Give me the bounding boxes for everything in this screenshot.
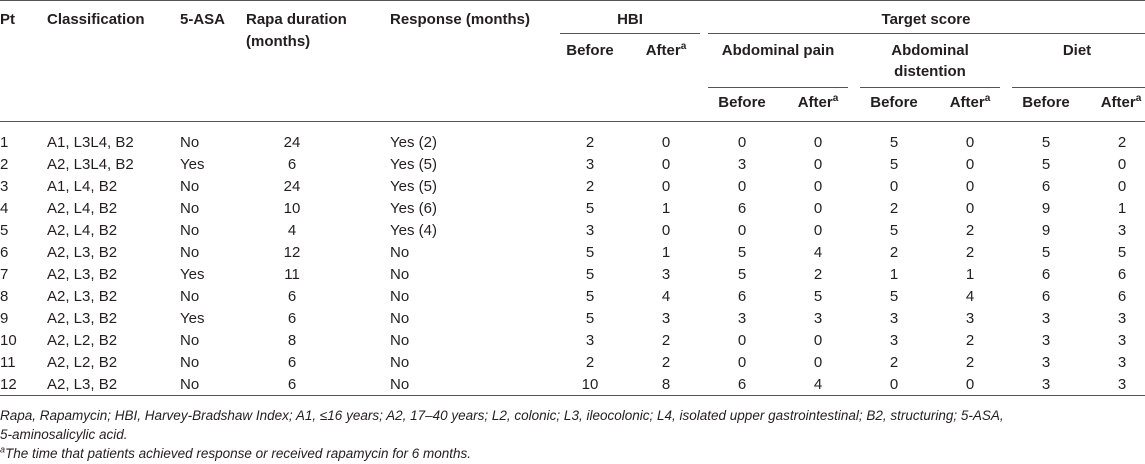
cell-distention-after: 4 [965,288,975,305]
cell-response: Yes (5) [390,156,437,173]
cell-diet-after: 2 [1117,134,1127,151]
cell-5-asa: No [180,354,200,371]
cell-pt: 7 [0,266,9,283]
cell-hbi-after: 8 [661,376,671,393]
cell-hbi-after: 0 [661,178,671,195]
cell-5-asa: No [180,288,200,305]
header-diet-after: After$^a$ [1100,93,1142,111]
header-abdominal-pain: Abdominal pain [721,42,835,59]
table-bottom-rule [0,395,1145,396]
cell-pain-after: 0 [813,354,823,371]
cell-hbi-after: 1 [661,200,671,217]
cell-classification: A2, L4, B2 [47,200,118,217]
cell-response: No [390,332,410,349]
cell-rapa-duration: 6 [287,354,297,371]
header-pain-after: After$^a$ [797,93,839,111]
header-pt: Pt [0,11,15,28]
cell-response: Yes (5) [390,178,437,195]
cell-distention-after: 2 [965,354,975,371]
cell-diet-before: 6 [1041,178,1051,195]
cell-distention-before: 2 [889,200,899,217]
cell-5-asa: No [180,376,200,393]
cell-distention-before: 3 [889,332,899,349]
cell-rapa-duration: 8 [287,332,297,349]
cell-hbi-before: 10 [581,376,599,393]
cell-pain-after: 0 [813,156,823,173]
cell-distention-before: 5 [889,222,899,239]
cell-classification: A2, L4, B2 [47,222,118,239]
cell-hbi-before: 3 [585,332,595,349]
cell-diet-after: 6 [1117,266,1127,283]
footnote-marker: a [0,444,6,455]
cell-5-asa: No [180,178,200,195]
cell-pain-before: 5 [737,244,747,261]
header-bottom-rule [0,121,1145,122]
cell-pt: 8 [0,288,9,305]
header-diet: Diet [1062,42,1092,59]
cell-pain-after: 0 [813,200,823,217]
header-hbi-after: After$^a$ [645,41,687,59]
header-diet-before: Before [1022,94,1070,111]
cell-pt: 12 [0,376,17,393]
cell-pt: 1 [0,134,9,151]
table-row [0,354,1145,372]
cell-rapa-duration: 11 [284,266,300,283]
cell-hbi-before: 2 [585,134,595,151]
cell-hbi-before: 5 [585,244,595,261]
cell-distention-before: 5 [889,288,899,305]
cell-classification: A2, L3, B2 [47,376,118,393]
cell-hbi-before: 5 [585,288,595,305]
diet-underline [1012,87,1145,88]
footnote-marker: a [984,93,991,104]
table-row [0,266,1145,284]
cell-pain-before: 6 [737,376,747,393]
cell-diet-after: 3 [1117,354,1127,371]
cell-diet-after: 1 [1117,200,1127,217]
cell-distention-after: 1 [965,266,975,283]
cell-diet-before: 5 [1041,244,1051,261]
cell-distention-after: 2 [965,222,975,239]
cell-pt: 4 [0,200,9,217]
cell-distention-after: 0 [965,156,975,173]
header-pain-before: Before [718,94,766,111]
cell-response: Yes (6) [390,200,437,217]
cell-classification: A2, L2, B2 [47,332,118,349]
cell-pain-before: 6 [737,200,747,217]
cell-diet-before: 9 [1041,222,1051,239]
cell-hbi-before: 5 [585,200,595,217]
abdominal-pain-underline [708,87,848,88]
cell-distention-after: 0 [965,134,975,151]
cell-pain-before: 3 [737,156,747,173]
cell-diet-before: 3 [1041,376,1051,393]
header-5-asa: 5-ASA [180,11,226,28]
cell-diet-before: 3 [1041,332,1051,349]
cell-rapa-duration: 10 [283,200,301,217]
cell-hbi-before: 5 [585,310,595,327]
cell-pt: 11 [0,354,16,371]
cell-response: No [390,376,410,393]
cell-diet-after: 5 [1117,244,1127,261]
cell-hbi-before: 3 [585,156,595,173]
cell-5-asa: No [180,134,200,151]
cell-diet-after: 6 [1117,288,1127,305]
cell-response: Yes (4) [390,222,437,239]
cell-classification: A2, L3, B2 [47,310,118,327]
cell-pain-after: 0 [813,332,823,349]
cell-hbi-after: 2 [661,354,671,371]
cell-classification: A2, L2, B2 [47,354,118,371]
header-hbi: HBI [617,11,643,28]
cell-diet-before: 5 [1041,156,1051,173]
cell-hbi-after: 4 [661,288,671,305]
hbi-underline [560,33,700,34]
cell-distention-before: 1 [889,266,899,283]
cell-pain-after: 0 [813,222,823,239]
cell-diet-after: 0 [1117,178,1127,195]
cell-hbi-before: 5 [585,266,595,283]
cell-pt: 2 [0,156,9,173]
cell-pt: 10 [0,332,17,349]
table-row [0,156,1145,174]
cell-diet-before: 6 [1041,266,1051,283]
cell-hbi-after: 2 [661,332,671,349]
cell-hbi-after: 0 [661,222,671,239]
table-row [0,376,1145,394]
table-row [0,244,1145,262]
cell-response: No [390,244,410,261]
target-score-underline [708,33,1145,34]
cell-pain-after: 5 [813,288,823,305]
cell-rapa-duration: 6 [287,376,297,393]
table-row [0,332,1145,350]
cell-pain-after: 4 [813,376,823,393]
cell-distention-before: 0 [889,376,899,393]
cell-diet-after: 3 [1117,222,1127,239]
cell-rapa-duration: 24 [283,134,301,151]
cell-pain-before: 6 [737,288,747,305]
cell-rapa-duration: 6 [287,310,297,327]
cell-diet-before: 3 [1041,310,1051,327]
table-row [0,134,1145,152]
cell-distention-before: 2 [889,354,899,371]
cell-rapa-duration: 24 [283,178,301,195]
cell-hbi-after: 0 [661,134,671,151]
cell-distention-before: 2 [889,244,899,261]
cell-distention-before: 3 [889,310,899,327]
header-classification: Classification [47,11,145,28]
table-row [0,200,1145,218]
header-distention-before: Before [870,94,918,111]
cell-diet-after: 3 [1117,310,1127,327]
cell-pain-before: 3 [737,310,747,327]
cell-distention-after: 0 [965,376,975,393]
cell-response: No [390,310,410,327]
cell-rapa-duration: 12 [283,244,301,261]
cell-response: No [390,354,410,371]
cell-diet-after: 0 [1117,156,1127,173]
cell-rapa-duration: 6 [287,156,297,173]
cell-5-asa: Yes [180,266,205,283]
cell-distention-before: 5 [889,134,899,151]
cell-classification: A1, L4, B2 [47,178,118,195]
header-rapa-duration-line2: (months) [246,33,311,50]
cell-diet-before: 6 [1041,288,1051,305]
cell-distention-before: 5 [889,156,899,173]
cell-hbi-after: 1 [661,244,671,261]
cell-classification: A2, L3L4, B2 [47,156,134,173]
cell-hbi-before: 3 [585,222,595,239]
cell-pain-after: 0 [813,134,823,151]
cell-pain-before: 0 [737,134,747,151]
cell-hbi-after: 3 [661,266,671,283]
cell-pt: 9 [0,310,9,327]
cell-pain-before: 0 [737,332,747,349]
cell-pt: 6 [0,244,9,261]
header-distention-after: After$^a$ [949,93,991,111]
table-row [0,310,1145,328]
header-abdominal-distention-line2: distention [894,63,966,80]
cell-hbi-before: 2 [585,354,595,371]
table-row [0,222,1145,240]
cell-5-asa: Yes [180,156,205,173]
cell-classification: A1, L3L4, B2 [47,134,134,151]
footnote-marker: a [1135,93,1142,104]
footnote-marker: a [832,93,839,104]
cell-pain-before: 5 [737,266,747,283]
cell-pt: 3 [0,178,9,195]
cell-diet-after: 3 [1117,376,1127,393]
cell-classification: A2, L3, B2 [47,244,118,261]
cell-distention-after: 0 [965,178,975,195]
cell-pain-before: 0 [737,354,747,371]
footnote-a [0,444,471,464]
footnote-abbreviations-line1: Rapa, Rapamycin; HBI, Harvey-Bradshaw Index; A1, ≤16 years; A2, 17–40 years; L2, colonic; L3, ileocolonic; L4, isolated upper gastrointestinal; B2, structuring; 5-ASA, [0,408,1004,423]
footnote-a-text: The time that patients achieved response or received rapamycin for 6 months. [5,446,472,461]
cell-distention-after: 3 [965,310,975,327]
cell-hbi-before: 2 [585,178,595,195]
cell-5-asa: No [180,332,200,349]
cell-diet-before: 5 [1041,134,1051,151]
cell-5-asa: Yes [180,310,205,327]
table-row [0,288,1145,306]
cell-hbi-after: 0 [661,156,671,173]
header-target-score: Target score [881,11,971,28]
cell-response: No [390,266,410,283]
cell-diet-before: 3 [1041,354,1051,371]
cell-distention-after: 0 [965,200,975,217]
cell-pain-after: 2 [813,266,823,283]
abdominal-distention-underline [860,87,1000,88]
cell-pain-after: 3 [813,310,823,327]
cell-pain-before: 0 [737,178,747,195]
cell-response: No [390,288,410,305]
cell-distention-after: 2 [965,244,975,261]
cell-pain-before: 0 [737,222,747,239]
header-response: Response (months) [390,11,531,28]
cell-5-asa: No [180,200,200,217]
cell-5-asa: No [180,244,200,261]
cell-response: Yes (2) [390,134,437,151]
cell-pt: 5 [0,222,9,239]
cell-diet-before: 9 [1041,200,1051,217]
footnote-abbreviations-line2: 5-aminosalicylic acid. [0,427,128,442]
cell-classification: A2, L3, B2 [47,288,118,305]
footnote-marker: a [680,41,687,52]
table-top-rule [0,0,1145,1]
header-abdominal-distention-line1: Abdominal [891,42,969,59]
cell-pain-after: 0 [813,178,823,195]
table-row [0,178,1145,196]
cell-pain-after: 4 [813,244,823,261]
cell-distention-before: 0 [889,178,899,195]
header-hbi-before: Before [566,42,614,59]
cell-5-asa: No [180,222,200,239]
cell-distention-after: 2 [965,332,975,349]
header-rapa-duration-line1: Rapa duration [246,11,347,28]
cell-rapa-duration: 6 [287,288,297,305]
cell-hbi-after: 3 [661,310,671,327]
cell-rapa-duration: 4 [287,222,297,239]
cell-classification: A2, L3, B2 [47,266,118,283]
cell-diet-after: 3 [1117,332,1127,349]
